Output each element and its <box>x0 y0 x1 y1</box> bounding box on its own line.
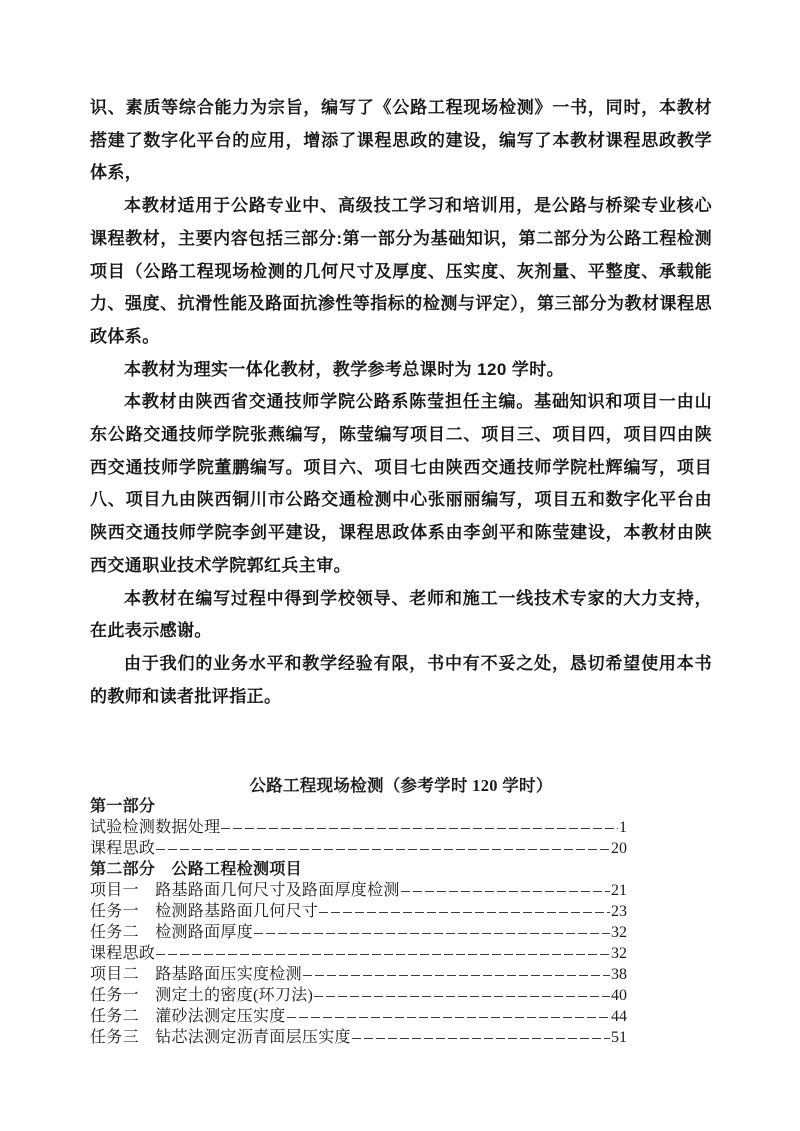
toc-entry <box>90 1027 627 1048</box>
preface-paragraph: 本教材适用于公路专业中、高级技工学习和培训用，是公路与桥梁专业核心课程教材，主要内容包括三部分:第一部分为基础知识，第二部分为公路工程检测项目（公路工程现场检测的几何尺寸及厚度、压实度、灰剂量、平整度、承载能力、强度、抗滑性能及路面抗渗性等指标的检测与评定），第三部分为教材课程思政体系。 <box>90 196 712 346</box>
toc-entry <box>90 901 627 922</box>
toc-leader-line <box>287 1017 610 1019</box>
toc-entry-label: 课程思政 <box>90 945 156 962</box>
toc-leader-line <box>314 996 610 998</box>
toc-leader-line <box>401 891 610 893</box>
toc-entry <box>90 838 627 859</box>
toc-page-number: 40 <box>611 987 627 1004</box>
toc-entry-label: 任务一 测定土的密度(环刀法) <box>90 987 314 1004</box>
toc-page-number: 51 <box>611 1029 627 1046</box>
toc-leader-line <box>221 828 618 830</box>
toc-leader-line <box>303 975 610 977</box>
toc-entry <box>90 922 627 943</box>
toc-entry-label: 任务二 检测路面厚度 <box>90 924 254 941</box>
toc-entry-label: 任务二 灌砂法测定压实度 <box>90 1008 286 1025</box>
toc-leader-line <box>254 933 610 935</box>
toc-entry <box>90 964 627 985</box>
toc-page-number: 1 <box>619 819 627 836</box>
toc-page-number: 38 <box>611 966 627 983</box>
toc-leader-line <box>352 1038 610 1040</box>
toc-page-number: 32 <box>611 924 627 941</box>
toc-entry <box>90 1006 627 1027</box>
toc-entry-label: 任务一 检测路基路面几何尺寸 <box>90 903 319 920</box>
toc-entry <box>90 985 627 1006</box>
toc-leader-line <box>156 849 610 851</box>
toc-entry-label: 项目一 路基路面几何尺寸及路面厚度检测 <box>90 882 400 899</box>
toc-leader-line <box>156 954 610 956</box>
toc-section-heading: 第一部分 <box>90 798 156 815</box>
preface-paragraph: 由于我们的业务水平和教学经验有限，书中有不妥之处，恳切希望使用本书的教师和读者批评指正。 <box>90 653 712 706</box>
toc-page-number: 21 <box>611 882 627 899</box>
preface-paragraph: 本教材由陕西省交通技师学院公路系陈莹担任主编。基础知识和项目一由山东公路交通技师学院张燕编写，陈莹编写项目二、项目三、项目四，项目四由陕西交通技师学院董鹏编写。项目六、项目七由陕西交通技师学院杜辉编写，项目八、项目九由陕西铜川市公路交通检测中心张丽丽编写，项目五和数字化平台由陕西交通技师学院李剑平建设，课程思政体系由李剑平和陈莹建设，本教材由陕西交通职业技术学院郭红兵主审。 <box>90 392 712 575</box>
toc-entry-label: 课程思政 <box>90 840 156 857</box>
toc-leader-line <box>319 912 610 914</box>
toc-entry <box>90 880 627 901</box>
toc-page-number: 32 <box>611 945 627 962</box>
toc-entry-label: 项目二 路基路面压实度检测 <box>90 966 302 983</box>
toc-entry-label: 任务三 钻芯法测定沥青面层压实度 <box>90 1029 351 1046</box>
preface-body <box>90 92 712 713</box>
toc-page-number: 44 <box>611 1008 627 1025</box>
toc-section-heading: 第二部分 公路工程检测项目 <box>90 861 302 878</box>
preface-paragraph: 识、素质等综合能力为宗旨，编写了《公路工程现场检测》一书，同时，本教材搭建了数字化平台的应用，增添了课程思政的建设，编写了本教材课程思政教学体系， <box>90 98 712 183</box>
toc-title: 公路工程现场检测（参考学时 120 学时） <box>249 776 553 795</box>
toc-entry-label: 试验检测数据处理 <box>90 819 221 836</box>
toc-entry <box>90 943 627 964</box>
toc-entry <box>90 817 627 838</box>
preface-paragraph: 本教材在编写过程中得到学校领导、老师和施工一线技术专家的大力支持，在此表示感谢。 <box>90 588 712 641</box>
table-of-contents <box>90 775 712 1048</box>
preface-paragraph: 本教材为理实一体化教材，教学参考总课时为 120 学时。 <box>124 359 565 379</box>
toc-page-number: 20 <box>611 840 627 857</box>
toc-page-number: 23 <box>611 903 627 920</box>
